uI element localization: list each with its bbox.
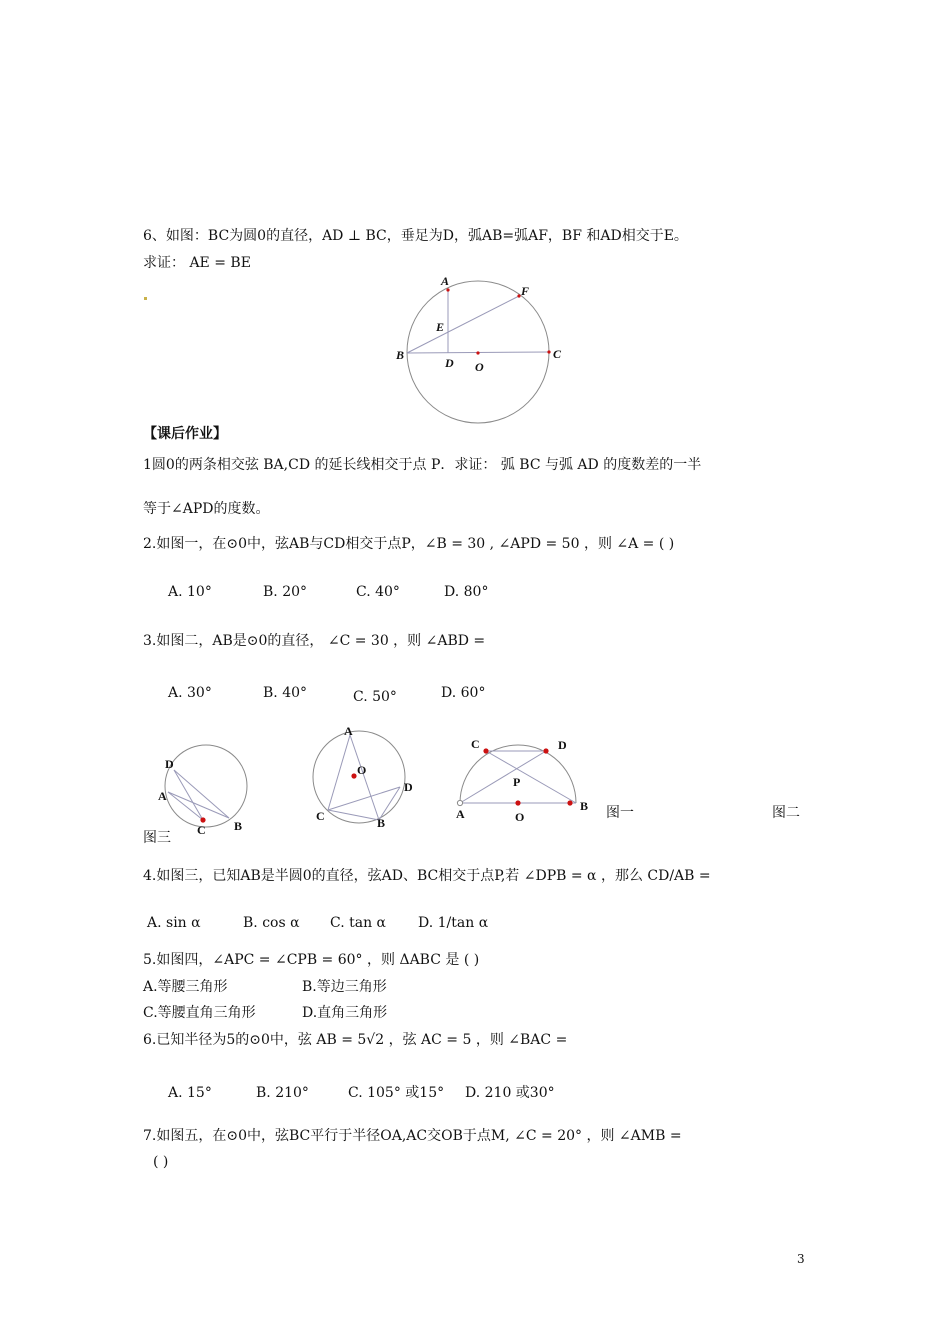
q6-label-D: D bbox=[445, 356, 454, 370]
problem-2-option-c: C. 40° bbox=[356, 584, 400, 600]
problem-2-option-a: A. 10° bbox=[168, 584, 212, 600]
q6-label-A: A bbox=[441, 274, 450, 288]
q6-label-O: O bbox=[475, 360, 484, 374]
problem-2-option-b: B. 20° bbox=[263, 584, 308, 600]
q6-label-C: C bbox=[553, 347, 562, 361]
fig1-label-D: D bbox=[165, 757, 174, 771]
fig1-label-A: A bbox=[158, 789, 167, 803]
problem-5-option-b: B.等边三角形 bbox=[302, 979, 387, 995]
q6-text-line2: 求证： AE = BE bbox=[143, 255, 251, 271]
problem-1-line2: 等于∠APD的度数。 bbox=[143, 501, 270, 517]
homework-heading: 【课后作业】 bbox=[143, 426, 227, 442]
figure-caption-1: 图一 bbox=[606, 805, 634, 821]
q6-label-F: F bbox=[521, 284, 530, 298]
q6-label-E: E bbox=[436, 320, 445, 334]
problem-4-option-b: B. cos α bbox=[243, 915, 300, 931]
fig2-label-A: A bbox=[344, 724, 353, 738]
problem-3: 3.如图二，AB是⊙0的直径， ∠C = 30 ，则 ∠ABD = bbox=[143, 633, 486, 649]
fig3-label-A: A bbox=[456, 807, 465, 821]
problem-6-option-a: A. 15° bbox=[168, 1085, 212, 1101]
fig3-label-B: B bbox=[580, 799, 589, 813]
problem-3-option-c: C. 50° bbox=[353, 689, 397, 705]
problem-7-line2: ( ) bbox=[153, 1154, 169, 1170]
problem-3-option-b: B. 40° bbox=[263, 685, 308, 701]
problem-4-option-a: A. sin α bbox=[147, 915, 201, 931]
figure-caption-2: 图二 bbox=[772, 805, 800, 821]
problem-4: 4.如图三，已知AB是半圆0的直径，弦AD、BC相交于点P,若 ∠DPB = α ，那么 CD/AB = bbox=[143, 868, 711, 884]
problem-7-line1: 7.如图五，在⊙0中，弦BC平行于半径OA,AC交OB于点M, ∠C = 20° ，则 ∠AMB = bbox=[143, 1128, 682, 1144]
q6-text-line1: 6、如图：BC为圆0的直径，AD ⊥ BC，垂足为D，弧AB=弧AF，BF 和AD相交于E。 bbox=[143, 228, 688, 244]
problem-5-option-d: D.直角三角形 bbox=[302, 1005, 388, 1021]
problem-6: 6.已知半径为5的⊙0中，弦 AB = 5√2 ，弦 AC = 5 ，则 ∠BAC = bbox=[143, 1032, 568, 1048]
fig3-label-P: P bbox=[513, 775, 521, 789]
problem-3-option-a: A. 30° bbox=[168, 685, 212, 701]
fig3-label-O: O bbox=[515, 810, 525, 824]
problem-6-option-b: B. 210° bbox=[256, 1085, 309, 1101]
fig2-label-B: B bbox=[377, 816, 386, 830]
problem-4-option-c: C. tan α bbox=[330, 915, 387, 931]
fig2-label-C: C bbox=[316, 809, 325, 823]
problem-4-option-d: D. 1/tan α bbox=[418, 915, 489, 931]
fig2-label-D: D bbox=[404, 780, 413, 794]
problem-6-option-d: D. 210 或30° bbox=[465, 1085, 555, 1101]
fig3-label-D: D bbox=[558, 738, 567, 752]
fig3-label-C: C bbox=[471, 737, 480, 751]
q6-label-B: B bbox=[396, 348, 405, 362]
fig1-label-B: B bbox=[234, 819, 243, 833]
problem-5: 5.如图四，∠APC = ∠CPB = 60° ，则 ΔABC 是 ( ) bbox=[143, 952, 480, 968]
fig2-label-O: O bbox=[357, 763, 367, 777]
problem-5-option-a: A.等腰三角形 bbox=[143, 979, 228, 995]
problem-2: 2.如图一，在⊙0中，弦AB与CD相交于点P，∠B = 30 , ∠APD = 50 ，则 ∠A = ( ) bbox=[143, 536, 675, 552]
figure-caption-3: 图三 bbox=[143, 830, 171, 846]
problem-3-option-d: D. 60° bbox=[441, 685, 486, 701]
problem-2-option-d: D. 80° bbox=[444, 584, 489, 600]
problem-6-option-c: C. 105° 或15° bbox=[348, 1085, 445, 1101]
problem-1-line1: 1圆0的两条相交弦 BA,CD 的延长线相交于点 P．求证： 弧 BC 与弧 AD 的度数差的一半 bbox=[143, 457, 702, 473]
page-number: 3 bbox=[797, 1252, 805, 1266]
problem-5-option-c: C.等腰直角三角形 bbox=[143, 1005, 256, 1021]
fig1-label-C: C bbox=[197, 823, 206, 837]
